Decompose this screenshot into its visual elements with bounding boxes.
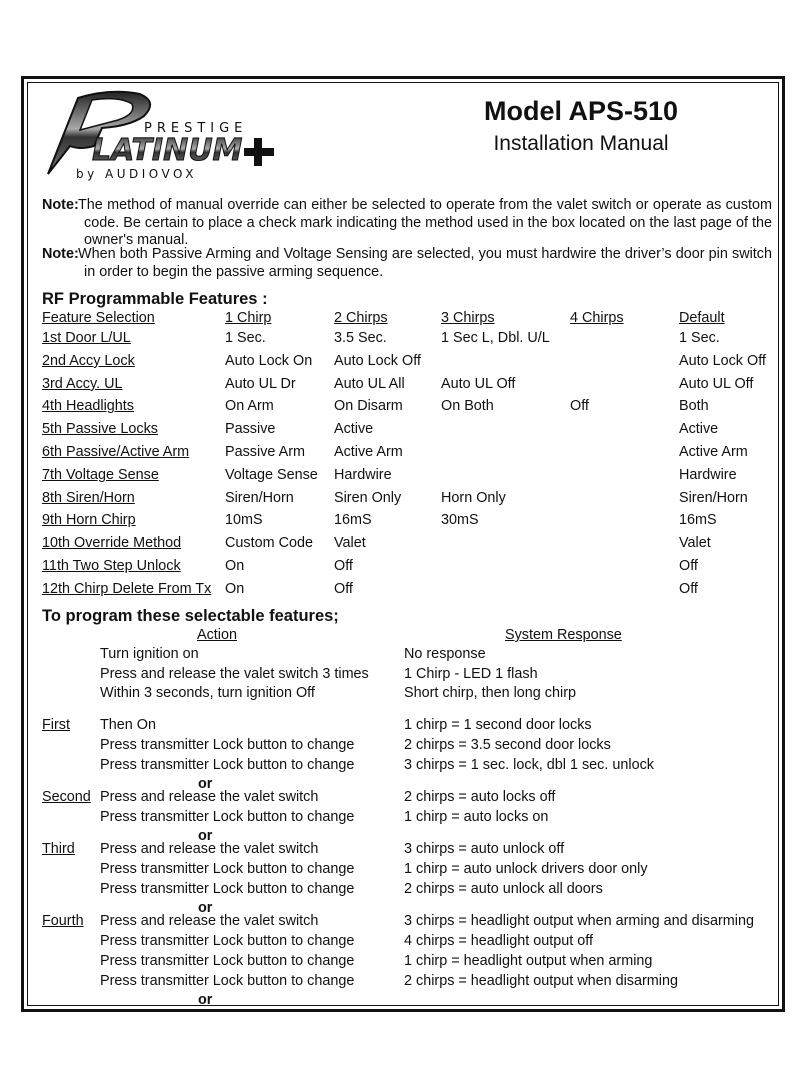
step-action: Press transmitter Lock button to change	[100, 809, 355, 825]
rf-column-header: Default	[679, 310, 725, 326]
step-response: 1 chirp = headlight output when arming	[404, 953, 653, 969]
chirp-option: Custom Code	[225, 535, 313, 552]
step-label: First	[42, 717, 70, 733]
svg-text:LATINUM: LATINUM	[92, 133, 243, 168]
chirp-option: On	[225, 580, 245, 597]
rf-feature-row	[0, 398, 808, 418]
program-step-row	[0, 646, 808, 665]
note-override	[42, 197, 772, 250]
rf-feature-row	[0, 376, 808, 396]
default-value: Siren/Horn	[679, 489, 748, 506]
chirp-option: Siren Only	[334, 489, 402, 506]
rf-section-title: RF Programmable Features :	[42, 290, 268, 308]
default-value: 16mS	[679, 512, 717, 529]
rf-column-header: Feature Selection	[42, 310, 155, 326]
default-value: Valet	[679, 535, 711, 552]
chirp-option: 30mS	[441, 512, 479, 529]
step-action: Press transmitter Lock button to change	[100, 881, 355, 897]
step-action: Press transmitter Lock button to change	[100, 933, 355, 949]
chirp-option: 3.5 Sec.	[334, 330, 387, 346]
default-value: Auto Lock Off	[679, 352, 766, 369]
step-action: Press transmitter Lock button to change	[100, 861, 355, 877]
or-separator: or	[198, 992, 213, 1008]
feature-name: 3rd Accy. UL	[42, 375, 123, 392]
chirp-option: Horn Only	[441, 489, 506, 506]
note-text: The method of manual override can either be selected to operate from the valet switch or operate as custom code. Be certain to place a check mark indicating the method used in the box located on the last page of the owner's manual.	[78, 197, 772, 248]
step-response: 2 chirps = auto locks off	[404, 789, 556, 805]
step-action: Turn ignition on	[100, 646, 199, 662]
feature-name: 12th Chirp Delete From Tx	[42, 580, 212, 597]
chirp-option: 16mS	[334, 512, 372, 529]
rf-feature-row	[0, 421, 808, 441]
step-response: 1 Chirp - LED 1 flash	[404, 666, 538, 682]
feature-name: 11th Two Step Unlock	[42, 558, 181, 574]
chirp-option: Auto UL Dr	[225, 375, 296, 392]
rf-column-header: 2 Chirps	[334, 310, 388, 326]
program-section-title: To program these selectable features;	[42, 607, 339, 625]
program-step-row	[0, 809, 808, 828]
program-step-row	[0, 737, 808, 756]
step-label: Fourth	[42, 913, 84, 929]
chirp-option: Siren/Horn	[225, 489, 294, 506]
chirp-option: Auto UL Off	[441, 375, 516, 392]
note-label: Note:	[42, 197, 79, 213]
step-response: Short chirp, then long chirp	[404, 685, 576, 701]
step-action: Press transmitter Lock button to change	[100, 973, 355, 989]
note-text: When both Passive Arming and Voltage Sensing are selected, you must hardwire the driver’s door pin switch in order to begin the passive arming sequence.	[78, 246, 772, 280]
program-step-row	[0, 933, 808, 952]
step-action: Press and release the valet switch	[100, 841, 319, 857]
default-value: Both	[679, 398, 709, 415]
step-action: Press transmitter Lock button to change	[100, 737, 355, 753]
default-value: Hardwire	[679, 466, 737, 483]
chirp-option: Auto UL All	[334, 375, 405, 392]
response-header: System Response	[505, 627, 622, 643]
default-value: Auto UL Off	[679, 375, 754, 392]
step-action: Press transmitter Lock button to change	[100, 757, 355, 773]
feature-name: 7th Voltage Sense	[42, 466, 159, 483]
chirp-option: Passive	[225, 421, 276, 438]
step-response: 1 chirp = auto locks on	[404, 809, 549, 825]
program-step-row	[0, 841, 808, 860]
feature-name: 4th Headlights	[42, 398, 135, 415]
program-step-row	[0, 973, 808, 992]
chirp-option: Off	[334, 558, 353, 574]
rf-feature-row	[0, 581, 808, 601]
chirp-option: Active Arm	[334, 444, 403, 460]
note-label: Note:	[42, 246, 79, 262]
program-step-row	[0, 757, 808, 776]
program-step-row	[0, 913, 808, 932]
step-response: 2 chirps = auto unlock all doors	[404, 881, 603, 897]
chirp-option: Passive Arm	[225, 444, 305, 460]
chirp-option: On	[225, 558, 245, 574]
step-response: 4 chirps = headlight output off	[404, 933, 593, 949]
chirp-option: 1 Sec L, Dbl. U/L	[441, 330, 550, 346]
program-step-row	[0, 717, 808, 736]
feature-name: 1st Door L/UL	[42, 330, 131, 346]
chirp-option: Voltage Sense	[225, 466, 318, 483]
feature-name: 5th Passive Locks	[42, 421, 158, 438]
feature-name: 9th Horn Chirp	[42, 512, 136, 529]
action-header: Action	[197, 627, 237, 643]
step-response: 3 chirps = auto unlock off	[404, 841, 565, 857]
manual-subtitle: Installation Manual	[493, 132, 669, 155]
step-response: 1 chirp = auto unlock drivers door only	[404, 861, 648, 877]
step-response: 2 chirps = headlight output when disarming	[404, 973, 678, 989]
svg-text:by AUDIOVOX: by AUDIOVOX	[76, 167, 197, 181]
chirp-option: On Disarm	[334, 398, 403, 415]
rf-column-header: 4 Chirps	[570, 310, 624, 326]
or-separator: or	[198, 828, 213, 844]
step-response: No response	[404, 646, 486, 662]
program-step-row	[0, 861, 808, 880]
or-separator: or	[198, 776, 213, 792]
default-value: 1 Sec.	[679, 330, 720, 346]
chirp-option: Auto Lock On	[225, 352, 313, 369]
step-response: 3 chirps = headlight output when arming and disarming	[404, 913, 754, 929]
program-step-row	[0, 953, 808, 972]
note-passive	[42, 246, 772, 281]
model-title: Model APS-510	[483, 96, 679, 126]
chirp-option: Hardwire	[334, 466, 392, 483]
chirp-option: 1 Sec.	[225, 330, 266, 346]
step-action: Within 3 seconds, turn ignition Off	[100, 685, 315, 701]
chirp-option: On Both	[441, 398, 494, 415]
chirp-option: Off	[334, 580, 353, 597]
step-response: 2 chirps = 3.5 second door locks	[404, 737, 611, 753]
chirp-option: On Arm	[225, 398, 274, 415]
rf-feature-row	[0, 490, 808, 510]
step-action: Then On	[100, 717, 156, 733]
rf-feature-row	[0, 467, 808, 487]
chirp-option: Active	[334, 421, 374, 438]
rf-feature-row	[0, 353, 808, 373]
rf-feature-row	[0, 444, 808, 464]
program-step-row	[0, 685, 808, 704]
chirp-option: Valet	[334, 535, 366, 552]
rf-feature-row	[0, 330, 808, 350]
step-label: Second	[42, 789, 91, 805]
program-step-row	[0, 789, 808, 808]
rf-feature-row	[0, 512, 808, 532]
rf-feature-row	[0, 535, 808, 555]
program-step-row	[0, 881, 808, 900]
step-action: Press transmitter Lock button to change	[100, 953, 355, 969]
chirp-option: Off	[570, 398, 589, 415]
svg-text:PRESTIGE: PRESTIGE	[144, 121, 248, 136]
default-value: Active	[679, 421, 719, 438]
program-step-row	[0, 666, 808, 685]
step-response: 3 chirps = 1 sec. lock, dbl 1 sec. unlock	[404, 757, 654, 773]
default-value: Off	[679, 580, 698, 597]
chirp-option: Auto Lock Off	[334, 352, 421, 369]
rf-feature-row	[0, 558, 808, 578]
brand-logo	[40, 86, 290, 186]
default-value: Active Arm	[679, 444, 748, 460]
step-response: 1 chirp = 1 second door locks	[404, 717, 592, 733]
feature-name: 2nd Accy Lock	[42, 352, 135, 369]
step-action: Press and release the valet switch 3 times	[100, 666, 369, 682]
feature-name: 10th Override Method	[42, 535, 182, 552]
step-action: Press and release the valet switch	[100, 789, 319, 805]
rf-header-row	[0, 310, 808, 330]
rf-column-header: 3 Chirps	[441, 310, 495, 326]
step-action: Press and release the valet switch	[100, 913, 319, 929]
feature-name: 6th Passive/Active Arm	[42, 444, 190, 460]
step-label: Third	[42, 841, 75, 857]
rf-column-header: 1 Chirp	[225, 310, 272, 326]
feature-name: 8th Siren/Horn	[42, 489, 135, 506]
or-separator: or	[198, 900, 213, 916]
default-value: Off	[679, 558, 698, 574]
chirp-option: 10mS	[225, 512, 263, 529]
